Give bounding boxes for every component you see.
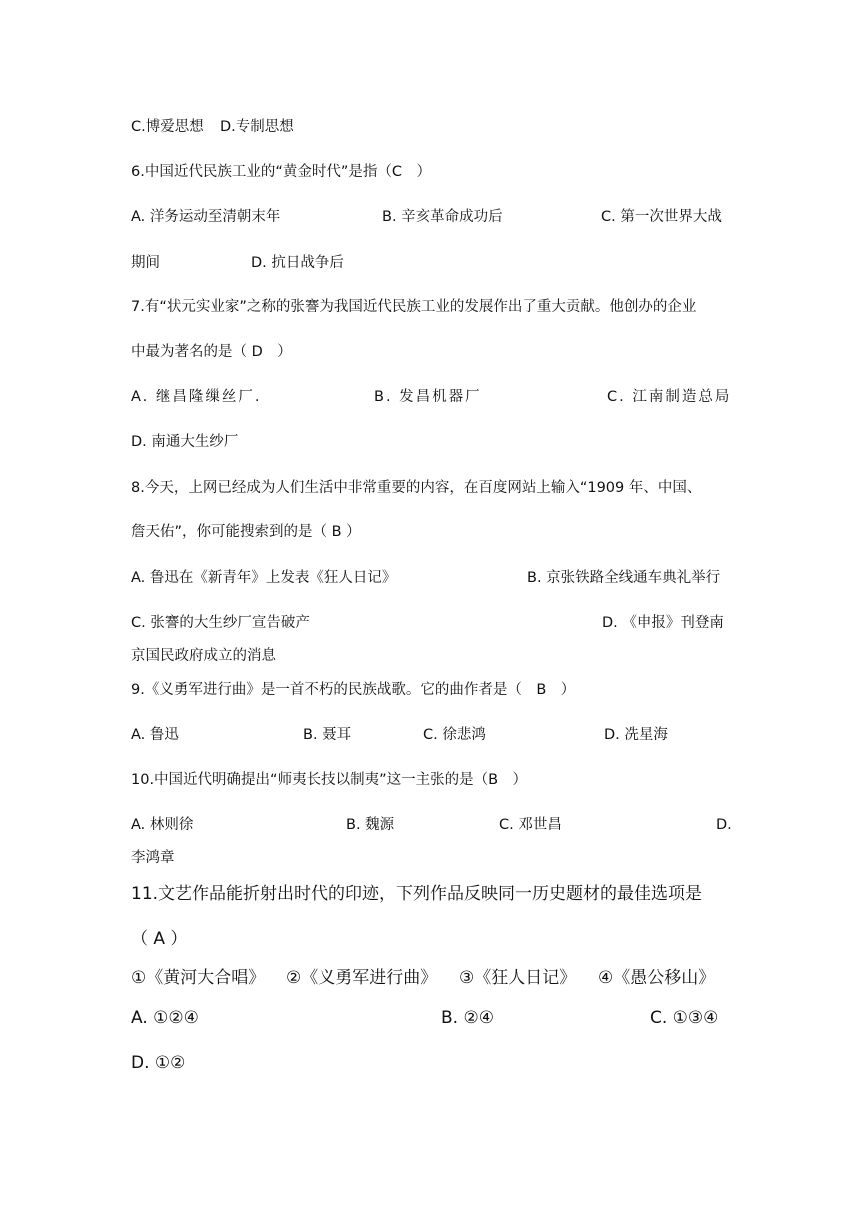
q11-item-4: ④《愚公移山》 [598,968,716,988]
q7-option-c: C. 江南制造总局 [607,389,732,405]
q8-option-d: D. 《申报》刊登南 [602,615,724,631]
q11-option-d: D. ①② [131,1053,186,1073]
q8-stem-line2: 詹天佑”，你可能搜索到的是（ B ） [131,524,361,540]
q5-option-d: D.专制思想 [220,119,294,135]
q6-stem: 6.中国近代民族工业的“黄金时代”是指（C ） [131,164,431,180]
q8-stem-line1: 8.今天，上网已经成为人们生活中非常重要的内容，在百度网站上输入“1909 年、中国、 [131,480,702,496]
q11-stem-line2: （ A ） [131,929,188,949]
q11-option-a: A. ①②④ [131,1008,199,1028]
q7-stem-line1: 7.有“状元实业家”之称的张謇为我国近代民族工业的发展作出了重大贡献。他创办的企业 [131,299,697,315]
q8-option-a: A. 鲁迅在《新青年》上发表《狂人日记》 [131,570,397,586]
q8-option-b: B. 京张铁路全线通车典礼举行 [527,570,721,586]
q7-option-a: A. 继昌隆缫丝厂. [131,389,262,405]
q7-option-b: B. 发昌机器厂 [374,389,482,405]
q6-option-c-continued: 期间 [131,255,160,271]
q9-option-c: C. 徐悲鸿 [423,727,486,743]
q9-option-d: D. 冼星海 [604,727,668,743]
q5-option-c: C.博爱思想 [131,119,204,135]
q11-item-3: ③《狂人日记》 [459,968,577,988]
q6-option-b: B. 辛亥革命成功后 [382,209,503,225]
q10-option-d: D. [716,817,732,833]
q11-item-1: ①《黄河大合唱》 [131,968,266,988]
q6-option-a: A. 洋务运动至清朝末年 [131,209,281,225]
q11-option-c: C. ①③④ [650,1008,719,1028]
q10-option-a: A. 林则徐 [131,817,194,833]
q10-stem: 10.中国近代明确提出“师夷长技以制夷”这一主张的是（B ） [131,772,528,788]
q7-stem-line2: 中最为著名的是（ D ） [131,344,292,360]
q7-option-d: D. 南通大生纱厂 [131,434,239,450]
q8-option-c: C. 张謇的大生纱厂宣告破产 [131,615,310,631]
q11-option-b: B. ②④ [441,1008,494,1028]
q6-option-c: C. 第一次世界大战 [601,209,722,225]
q9-stem: 9.《义勇军进行曲》是一首不朽的民族战歌。它的曲作者是（ B ） [131,682,576,698]
q10-option-b: B. 魏源 [346,817,395,833]
q11-stem-line1: 11.文艺作品能折射出时代的印迹，下列作品反映同一历史题材的最佳选项是 [131,884,703,904]
q11-item-2: ②《义勇军进行曲》 [286,968,438,988]
q10-option-d-continued: 李鸿章 [131,850,175,866]
q9-option-a: A. 鲁迅 [131,727,179,743]
q9-option-b: B. 聂耳 [303,727,352,743]
q8-option-d-continued: 京国民政府成立的消息 [131,648,276,664]
q6-option-d: D. 抗日战争后 [251,255,344,271]
q10-option-c: C. 邓世昌 [499,817,562,833]
